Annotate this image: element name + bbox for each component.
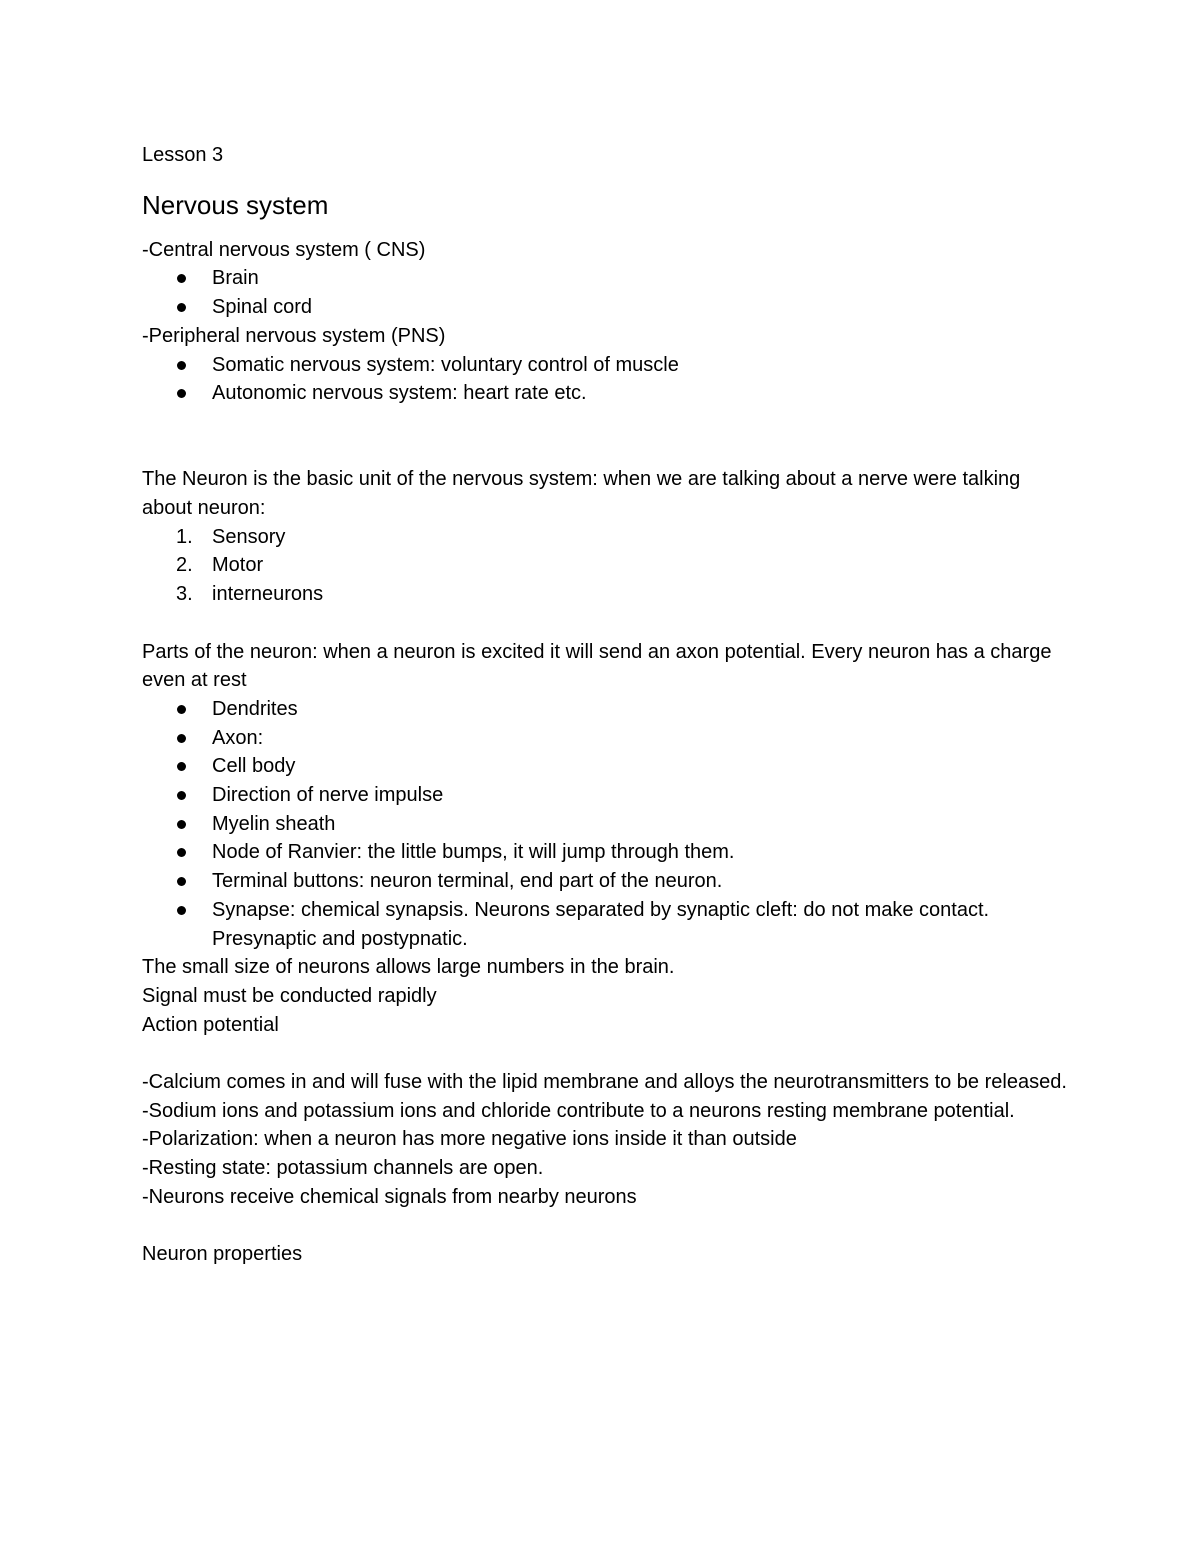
bullet-icon — [177, 906, 186, 915]
document-body — [142, 141, 1072, 1269]
list-item: Direction of nerve impulse — [142, 781, 1072, 810]
pns-list — [142, 351, 1072, 408]
body-line: Action potential — [142, 1013, 279, 1036]
list-item: Synapse: chemical synapsis. Neurons separated by synaptic cleft: do not make contact. Presynaptic and postypnatic. — [142, 896, 1072, 953]
neuron-parts-list — [142, 695, 1072, 953]
neuron-types-list — [142, 523, 1072, 609]
list-item: Myelin sheath — [142, 810, 1072, 839]
bullet-icon — [177, 705, 186, 714]
pns-header: -Peripheral nervous system (PNS) — [142, 324, 446, 347]
list-item: Somatic nervous system: voluntary control of muscle — [142, 351, 1072, 380]
list-item: 3. interneurons — [142, 580, 1072, 609]
note-line: -Sodium ions and potassium ions and chloride contribute to a neurons resting membrane potential. — [142, 1099, 1015, 1122]
list-item: Cell body — [142, 752, 1072, 781]
list-item: Autonomic nervous system: heart rate etc. — [142, 379, 1072, 408]
spacer — [142, 609, 1072, 638]
bullet-icon — [177, 361, 186, 370]
list-item: Terminal buttons: neuron terminal, end part of the neuron. — [142, 867, 1072, 896]
lesson-label: Lesson 3 — [142, 144, 224, 166]
bullet-icon — [177, 303, 186, 312]
bullet-icon — [177, 734, 186, 743]
list-number: 2. — [176, 554, 193, 577]
list-item: 1. Sensory — [142, 523, 1072, 552]
note-line: -Polarization: when a neuron has more negative ions inside it than outside — [142, 1128, 797, 1151]
list-number: 1. — [176, 525, 193, 548]
cns-list — [142, 264, 1072, 321]
list-item: Axon: — [142, 724, 1072, 753]
page-title: Nervous system — [142, 189, 329, 220]
bullet-icon — [177, 791, 186, 800]
section-heading: Neuron properties — [142, 1243, 303, 1266]
note-line: -Calcium comes in and will fuse with the lipid membrane and alloys the neurotransmitters to be released. — [142, 1071, 1067, 1094]
bullet-icon — [177, 274, 186, 283]
bullet-icon — [177, 877, 186, 886]
list-item: Spinal cord — [142, 293, 1072, 322]
body-line: Signal must be conducted rapidly — [142, 984, 437, 1007]
bullet-icon — [177, 848, 186, 857]
list-item: Brain — [142, 264, 1072, 293]
list-item: Dendrites — [142, 695, 1072, 724]
note-line: -Neurons receive chemical signals from nearby neurons — [142, 1185, 637, 1208]
bullet-icon — [177, 389, 186, 398]
bullet-icon — [177, 820, 186, 829]
spacer — [142, 408, 1072, 465]
body-line: The small size of neurons allows large numbers in the brain. — [142, 956, 675, 979]
list-item: 2. Motor — [142, 551, 1072, 580]
spacer — [142, 1212, 1072, 1241]
list-number: 3. — [176, 583, 193, 606]
spacer — [142, 1039, 1072, 1068]
list-item: Node of Ranvier: the little bumps, it will jump through them. — [142, 838, 1072, 867]
neuron-intro-paragraph: The Neuron is the basic unit of the nervous system: when we are talking about a nerve were talking about neuron: — [142, 468, 1021, 520]
parts-paragraph: Parts of the neuron: when a neuron is excited it will send an axon potential. Every neuron has a charge even at rest — [142, 640, 1052, 692]
note-line: -Resting state: potassium channels are open. — [142, 1157, 544, 1180]
bullet-icon — [177, 762, 186, 771]
cns-header: -Central nervous system ( CNS) — [142, 238, 426, 261]
